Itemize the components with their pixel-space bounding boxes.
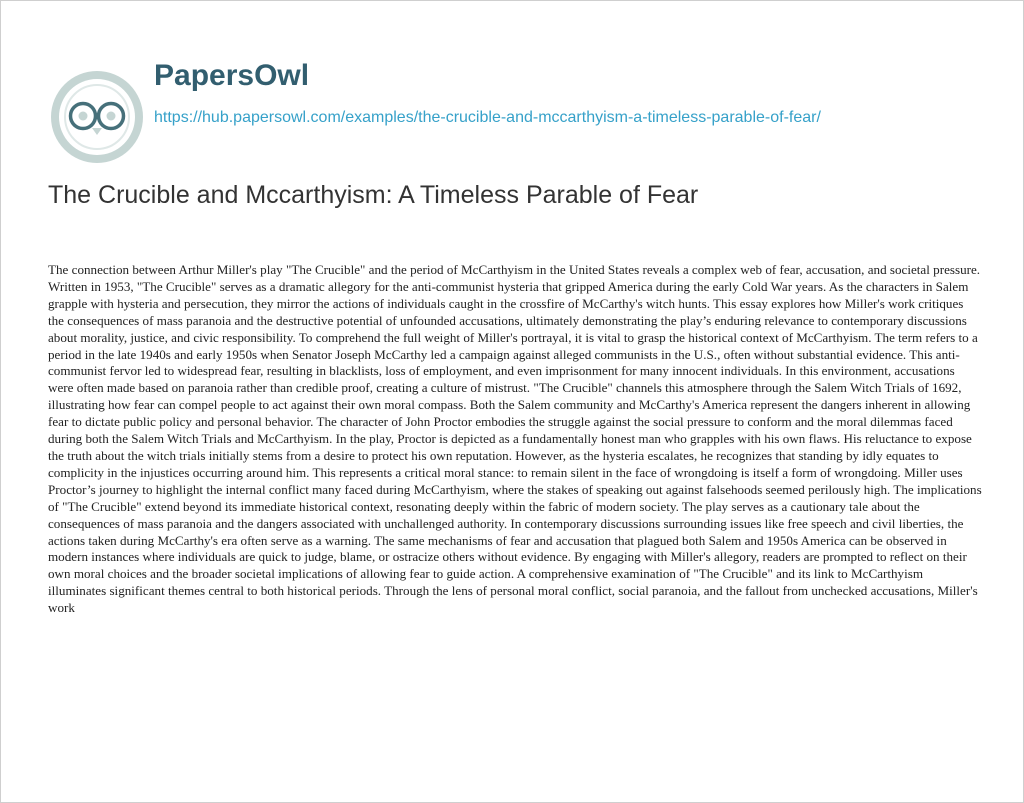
owl-eyes-logo-icon: [48, 68, 146, 166]
brand-name: PapersOwl: [154, 59, 310, 92]
essay-title: The Crucible and Mccarthyism: A Timeless Parable of Fear: [48, 181, 699, 209]
source-url-link[interactable]: https://hub.papersowl.com/examples/the-crucible-and-mccarthyism-a-timeless-parable-of-fear/: [154, 109, 821, 126]
site-header: [48, 39, 948, 159]
essay-body: The connection between Arthur Miller's play "The Crucible" and the period of McCarthyism in the United States reveals a complex web of fear, accusation, and societal pressure. Written in 1953, "The Crucible" serves as a dramatic allegory for the anti-communist hysteria that gripped America during the early Cold War years. As the characters in Salem grapple with hysteria and persecution, they mirror the actions of individuals caught in the crossfire of McCarthy's witch hunts. This essay explores how Miller's work critiques the consequences of mass paranoia and the destructive potential of unfounded accusations, ultimately demonstrating the play’s enduring relevance to contemporary discussions about morality, justice, and civic responsibility. To comprehend the full weight of Miller's portrayal, it is vital to grasp the historical context of McCarthyism. The term refers to a period in the late 1940s and early 1950s when Senator Joseph McCarthy led a campaign against alleged communists in the U.S., often without substantial evidence. This anti-communist fervor led to widespread fear, resulting in blacklists, loss of employment, and even imprisonment for many innocent individuals. In this environment, accusations were often made based on paranoia rather than credible proof, creating a culture of mistrust. "The Crucible" channels this atmosphere through the Salem Witch Trials of 1692, illustrating how fear can compel people to act against their own moral compass. Both the Salem community and McCarthy's America represent the dangers inherent in allowing fear to dictate public policy and personal behavior. The character of John Proctor embodies the struggle against the social pressure to conform and the moral dilemmas faced during both the Salem Witch Trials and McCarthyism. In the play, Proctor is depicted as a fundamentally honest man who grapples with his own flaws. His reluctance to expose the truth about the witch trials initially stems from a desire to protect his own reputation. However, as the hysteria escalates, he recognizes that standing by idly equates to complicity in the injustices occurring around him. This represents a critical moral stance: to remain silent in the face of wrongdoing is itself a form of wrongdoing. Miller uses Proctor’s journey to highlight the internal conflict many faced during McCarthyism, where the stakes of speaking out against falsehoods seemed perilously high. The implications of "The Crucible" extend beyond its immediate historical context, resonating deeply within the fabric of modern society. The play serves as a cautionary tale about the consequences of mass paranoia and the dangers associated with unchallenged authority. In contemporary discussions surrounding issues like free speech and civil liberties, the actions taken during McCarthy's era often serve as a warning. The same mechanisms of fear and accusation that plagued both Salem and 1950s America can be observed in modern instances where individuals are quick to judge, blame, or ostracize others without evidence. By engaging with Miller's allegory, readers are prompted to reflect on their own moral choices and the broader societal implications of allowing fear to guide action. A comprehensive examination of "The Crucible" and its link to McCarthyism illuminates significant themes central to both historical periods. Through the lens of personal moral conflict, social paranoia, and the fallout from unchecked accusations, Miller's work: [48, 262, 982, 616]
